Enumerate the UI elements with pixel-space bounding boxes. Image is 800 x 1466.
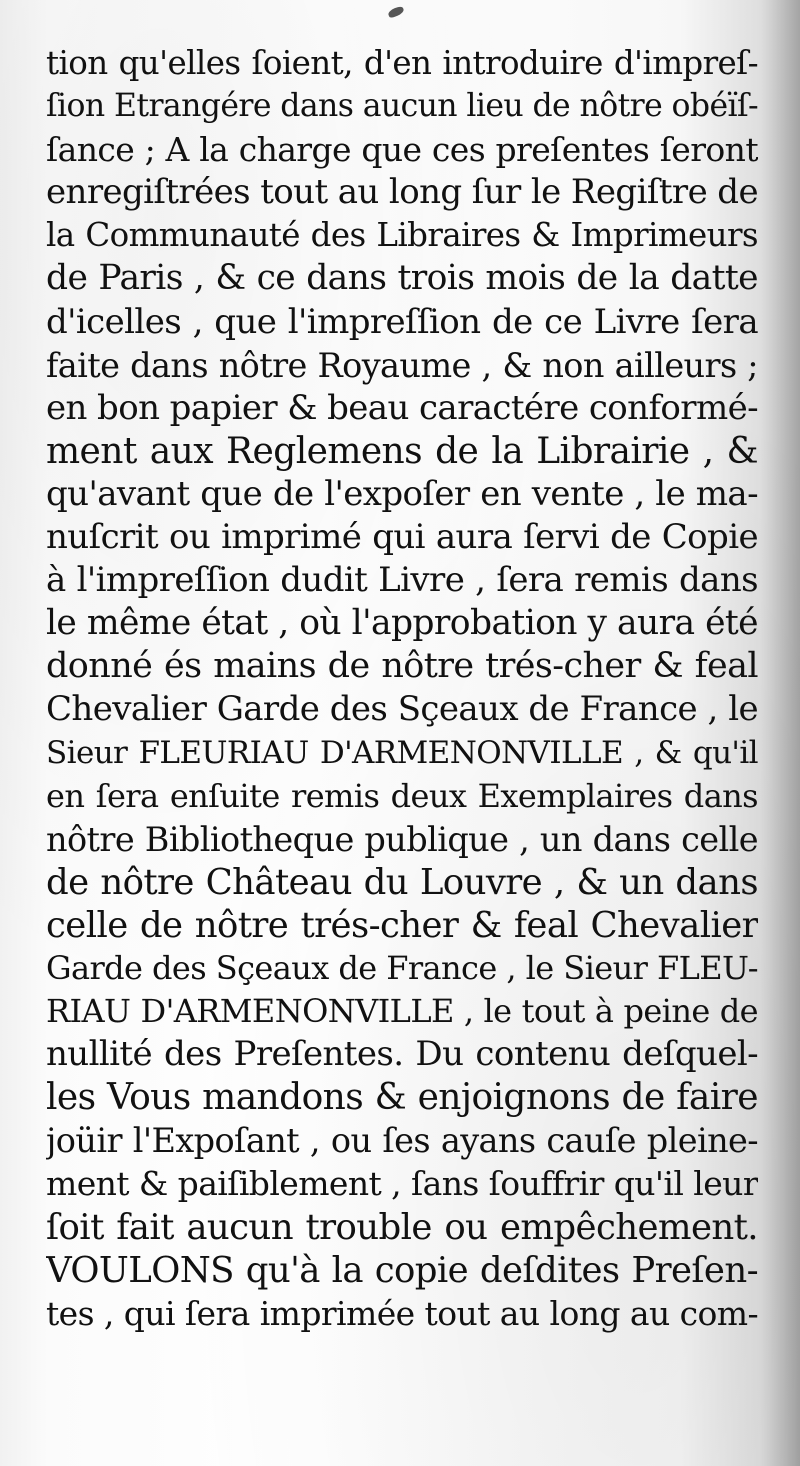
text-line: tes , qui ſera imprimée tout au long au com- [46,1293,758,1333]
text-line: à l'impreſſion dudit Livre , ſera remis dans [46,560,758,601]
text-line: ſoit fait aucun trouble ou empêchement. [46,1206,758,1248]
text-line: de Paris , & ce dans trois mois de la datte [46,258,758,299]
text-line: donné és mains de nôtre trés-cher & feal [46,646,758,687]
ink-blot [387,5,405,18]
text-line: faite dans nôtre Royaume , & non ailleurs ; [46,345,758,385]
text-line: nuſcrit ou imprimé qui aura ſervi de Copie [46,517,758,558]
text-line: tion qu'elles ſoient, d'en introduire d'impreſ- [46,44,758,82]
text-line: d'icelles , que l'impreſſion de ce Livre ſera [46,301,758,342]
page-edge-shadow [760,0,800,1466]
text-line: la Communauté des Libraires & Imprimeurs [46,216,758,255]
page-text [46,42,758,1335]
text-line: qu'avant que de l'expoſer en vente , le ma- [46,473,758,514]
text-line: de nôtre Château du Louvre , & un dans [46,861,758,903]
text-line: nôtre Bibliotheque publique , un dans celle [46,819,758,859]
text-line: le même état , où l'approbation y aura été [46,603,758,644]
text-line: Chevalier Garde des Sçeaux de France , le [46,689,758,730]
text-line: ſance ; A la charge que ces preſentes ſeront [46,130,758,170]
text-line: Sieur FLEURIAU D'ARMENONVILLE , & qu'il [46,734,758,771]
text-line: VOULONS qu'à la copie deſdites Preſen- [46,1249,758,1291]
text-line: RIAU D'ARMENONVILLE , le tout à peine de [46,992,758,1031]
text-line: celle de nôtre trés-cher & feal Chevalier [46,904,758,946]
text-line: les Vous mandons & enjoignons de faire [46,1077,758,1119]
text-line: enregiſtrées tout au long ſur le Regiſtre de [46,172,758,213]
text-line: en bon papier & beau caractére conformé- [46,387,758,428]
text-line: joüir l'Expoſant , ou ſes ayans cauſe pleine- [46,1121,758,1161]
text-line: Garde des Sçeaux de France , le Sieur FLEU- [46,948,758,987]
text-line: nullité des Preſentes. Du contenu deſquel- [46,1034,758,1075]
text-line: ment & paiſiblement , ſans ſouffrir qu'il leur [46,1164,758,1204]
text-line: ment aux Reglemens de la Librairie , & [46,430,758,472]
text-line: ſion Etrangére dans aucun lieu de nôtre obéïſ- [46,88,758,125]
text-line: en ſera enſuite remis deux Exemplaires dans [46,776,758,815]
